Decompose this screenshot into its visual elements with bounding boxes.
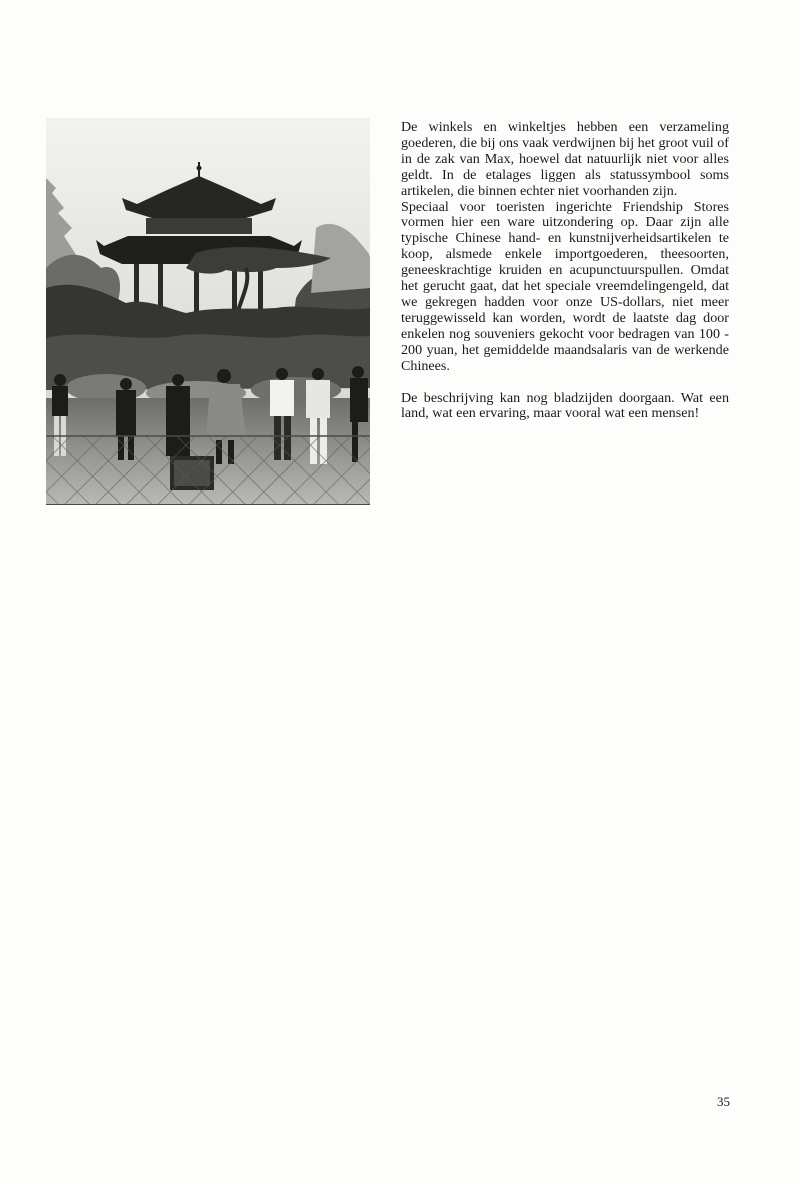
page-number: 35 [717, 1094, 730, 1109]
photo-illustration [46, 118, 370, 505]
pagoda-garden-photo [46, 118, 370, 505]
paragraph-closing: De beschrijving kan nog bladzijden doorgaan. Wat een land, wat een ervaring, maar vooral wat een mensen! [401, 389, 729, 422]
body-text-column [401, 120, 729, 422]
paragraph-friendship-stores: Speciaal voor toeristen ingerichte Friendship Stores vormen hier een ware uitzondering op. Daar zijn alle typische Chinese hand- en kunstnijverheidsartikelen te koop, alsmede enkele importgoederen, theesoorten, geneeskrachtige kruiden en acupunctuurspullen. Omdat het gerucht gaat, dat het speciale vreemdelingengeld, dat we gekregen hadden voor onze US-dollars, niet meer teruggewisseld kan worden, wordt de laatste dag door enkelen nog souveniers gekocht voor bedragen van 100 - 200 yuan, het gemiddelde maandsalaris van de werkende Chinees. [401, 198, 729, 374]
paragraph-shops: De winkels en winkeltjes hebben een verzameling goederen, die bij ons vaak verdwijnen bij het groot vuil of in de zak van Max, hoewel dat natuurlijk niet voor alles geldt. In de etalages liggen als statussymbool soms artikelen, die binnen echter niet voorhanden zijn. [401, 119, 729, 199]
